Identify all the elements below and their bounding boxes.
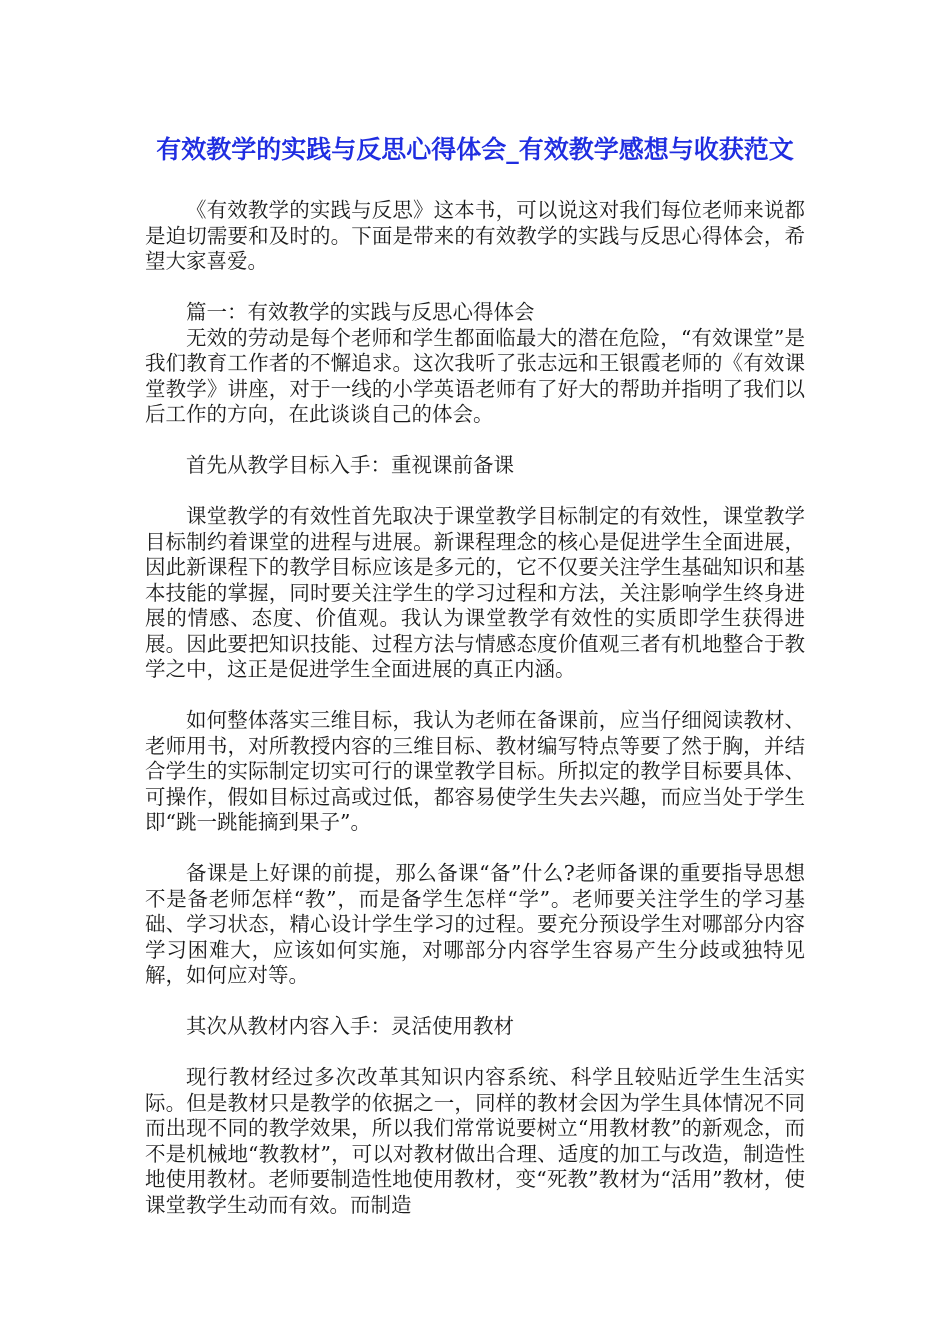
paragraph-spacer [145, 428, 805, 454]
section-heading-teaching-materials: 其次从教材内容入手：灵活使用教材 [186, 1014, 514, 1038]
section-heading-part-one: 篇一：有效教学的实践与反思心得体会 [186, 300, 535, 324]
paragraph-spacer [145, 1040, 805, 1066]
paragraph-spacer [145, 275, 805, 301]
paragraph-three-dimensional-goals: 如何整体落实三维目标，我认为老师在备课前，应当仔细阅读教材、老师用书，对所教授内容的三维目标、教材编写特点等要了然于胸，并结合学生的实际制定切实可行的课堂教学目标。所拟定的教学目标要具体、可操作，假如目标过高或过低，都容易使学生失去兴趣，而应当处于学生即“跳一跳能摘到果子”。 [145, 708, 805, 834]
paragraph-spacer [145, 683, 805, 709]
paragraph-spacer [145, 989, 805, 1015]
paragraph-spacer [145, 836, 805, 862]
paragraph-current-textbooks: 现行教材经过多次改革其知识内容系统、科学且较贴近学生生活实际。但是教材只是教学的依据之一，同样的教材会因为学生具体情况不同而出现不同的教学效果，所以我们常常说要树立“用教材教”的新观念，而不是机械地“教教材”，可以对教材做出合理、适度的加工与改造，制造性地使用教材。老师要制造性地使用教材，变“死教”教材为“活用”教材，使课堂教学生动而有效。而制造 [145, 1065, 805, 1217]
paragraph-spacer [145, 479, 805, 505]
paragraph-ineffective-labor: 无效的劳动是每个老师和学生都面临最大的潜在危险，“有效课堂”是我们教育工作者的不懈追求。这次我听了张志远和王银霞老师的《有效课堂教学》讲座，对于一线的小学英语老师有了好大的帮助并指明了我们以后工作的方向，在此谈谈自己的体会。 [145, 325, 805, 426]
paragraph-intro: 《有效教学的实践与反思》这本书，可以说这对我们每位老师来说都是迫切需要和及时的。下面是带来的有效教学的实践与反思心得体会，希望大家喜爱。 [145, 198, 805, 273]
document-title: 有效教学的实践与反思心得体会_有效教学感想与收获范文 [156, 135, 794, 164]
document-body [145, 198, 805, 1218]
paragraph-lesson-preparation: 备课是上好课的前提，那么备课“备”什么?老师备课的重要指导思想不是备老师怎样“教”，而是备学生怎样“学”。老师要关注学生的学习基础、学习状态，精心设计学生学习的过程。要充分预设学生对哪部分内容学习困难大，应该如何实施，对哪部分内容学生容易产生分歧或独特见解，如何应对等。 [145, 861, 805, 987]
paragraph-classroom-effectiveness: 课堂教学的有效性首先取决于课堂教学目标制定的有效性，课堂教学目标制约着课堂的进程与进展。新课程理念的核心是促进学生全面进展，因此新课程下的教学目标应该是多元的，它不仅要关注学生基础知识和基本技能的掌握，同时要关注学生的学习过程和方法，关注影响学生终身进展的情感、态度、价值观。我认为课堂教学有效性的实质即学生获得进展。因此要把知识技能、过程方法与情感态度价值观三者有机地整合于教学之中，这正是促进学生全面进展的真正内涵。 [145, 504, 805, 681]
section-heading-teaching-goals: 首先从教学目标入手：重视课前备课 [186, 453, 514, 477]
